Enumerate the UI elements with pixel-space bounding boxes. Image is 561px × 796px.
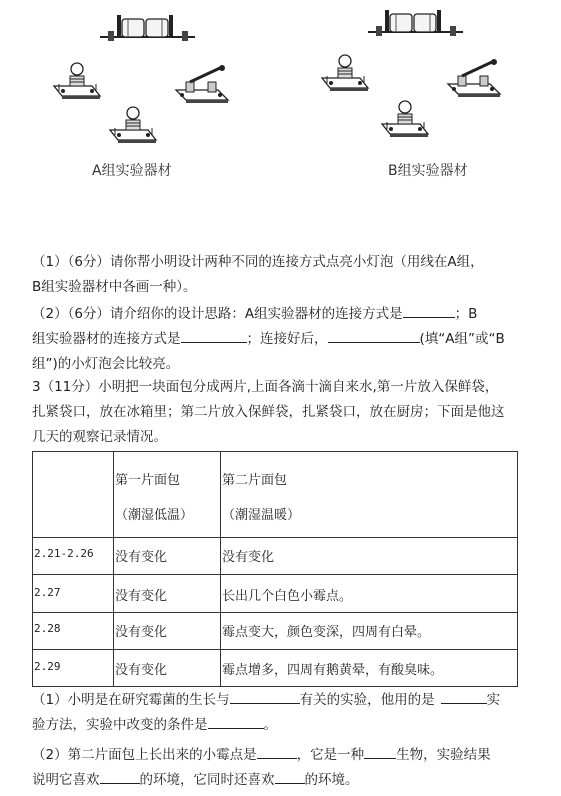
- table-row: [33, 575, 518, 613]
- question-2: [32, 302, 532, 377]
- second-bread-condition: （潮湿温暖）: [222, 508, 301, 523]
- row-first-bread: 没有变化: [115, 625, 168, 640]
- question-3-2: [32, 743, 532, 793]
- row-date: 2.29: [34, 660, 61, 673]
- caption-group-b: B组实验器材: [388, 163, 468, 179]
- question-3-2-text-2: ，它是一种: [296, 747, 365, 763]
- observation-table: [32, 451, 518, 687]
- answer-blank-a-connection[interactable]: [403, 303, 455, 318]
- answer-blank-organism-type[interactable]: [364, 744, 396, 759]
- group-a-bulb-icon-2: [110, 107, 156, 143]
- row-date: 2.27: [34, 586, 61, 599]
- circuit-equipment-figure: [0, 0, 561, 160]
- group-a-battery-icon: [100, 15, 195, 41]
- group-a-bulb-icon: [54, 63, 100, 99]
- answer-blank-mold-name[interactable]: [257, 744, 297, 759]
- question-2-text-1: （2）（6分）请介绍你的设计思路：A组实验器材的连接方式是: [32, 306, 403, 322]
- question-2-text-3: 组实验器材的连接方式是: [32, 331, 181, 347]
- table-row: [33, 650, 518, 687]
- question-2-text-6: 组”)的小灯泡会比较亮。: [32, 356, 180, 372]
- question-3-1-text-5: 。: [263, 717, 277, 733]
- answer-blank-environment-1[interactable]: [100, 769, 140, 784]
- group-b-battery-icon: [368, 10, 463, 36]
- group-b-bulb-icon-2: [382, 101, 428, 137]
- question-3-2-text-1: （2）第二片面包上长出来的小霉点是: [32, 747, 257, 763]
- row-second-bread: 霉点增多，四周有鹅黄晕，有酸臭味。: [222, 663, 444, 678]
- row-second-bread: 霉点变大，颜色变深，四周有白晕。: [222, 625, 431, 640]
- question-1-line-1: （1）（6分）请你帮小明设计两种不同的连接方式点亮小灯泡（用线在A组，: [32, 254, 484, 270]
- question-2-text-4: ；连接好后，: [246, 331, 328, 347]
- first-bread-title: 第一片面包: [115, 473, 181, 488]
- table-row: [33, 538, 518, 575]
- question-3-2-text-5: 的环境，它同时还喜欢: [139, 772, 275, 788]
- answer-blank-growth-factor[interactable]: [230, 689, 300, 704]
- group-a-switch-icon: [176, 65, 228, 103]
- answer-blank-method[interactable]: [441, 689, 487, 704]
- row-second-bread: 长出几个白色小霉点。: [222, 589, 353, 604]
- answer-blank-brighter-group[interactable]: [328, 328, 420, 343]
- group-b-switch-icon: [448, 59, 500, 97]
- table-header-row: [33, 452, 518, 538]
- row-date: 2.28: [34, 622, 61, 635]
- table-header-empty-cell: [33, 452, 114, 538]
- question-3-1-text-1: （1）小明是在研究霉菌的生长与: [32, 692, 230, 708]
- caption-group-a: A组实验器材: [92, 163, 172, 179]
- question-3-line-2: 扎紧袋口，放在冰箱里；第二片放入保鲜袋，扎紧袋口，放在厨房；下面是他这: [32, 404, 505, 420]
- table-row: [33, 613, 518, 650]
- question-3-1-text-4: 验方法，实验中改变的条件是: [32, 717, 208, 733]
- question-3-line-1: 3（11分）小明把一块面包分成两片,上面各滴十滴自来水,第一片放入保鲜袋，: [32, 379, 499, 395]
- row-first-bread: 没有变化: [115, 550, 168, 565]
- first-bread-condition: （潮湿低温）: [115, 508, 194, 523]
- question-3-1-text-3: 实: [486, 692, 501, 708]
- question-2-text-2: ；B: [454, 306, 478, 322]
- question-1: [32, 250, 532, 300]
- second-bread-title: 第二片面包: [222, 473, 288, 488]
- table-header-first-bread: [114, 452, 221, 538]
- question-3-1: [32, 688, 532, 738]
- question-3-2-text-4: 说明它喜欢: [32, 772, 100, 788]
- answer-blank-environment-2[interactable]: [275, 769, 305, 784]
- question-3-line-3: 几天的观察记录情况。: [32, 429, 167, 445]
- row-first-bread: 没有变化: [115, 589, 168, 604]
- question-3-2-text-6: 的环境。: [304, 772, 359, 788]
- answer-blank-changed-condition[interactable]: [208, 714, 264, 729]
- question-2-text-5: (填“A组”或“B: [419, 331, 505, 347]
- answer-blank-b-connection[interactable]: [181, 328, 247, 343]
- row-second-bread: 没有变化: [222, 550, 275, 565]
- row-date: 2.21-2.26: [34, 547, 94, 560]
- row-first-bread: 没有变化: [115, 663, 168, 678]
- question-1-line-2: B组实验器材中各画一种）。: [32, 279, 197, 295]
- question-3-2-text-3: 生物，实验结果: [396, 747, 491, 763]
- group-b-bulb-icon: [322, 55, 368, 91]
- question-3: [32, 375, 532, 450]
- question-3-1-text-2: 有关的实验，他用的是: [299, 692, 435, 708]
- table-header-second-bread: [221, 452, 518, 538]
